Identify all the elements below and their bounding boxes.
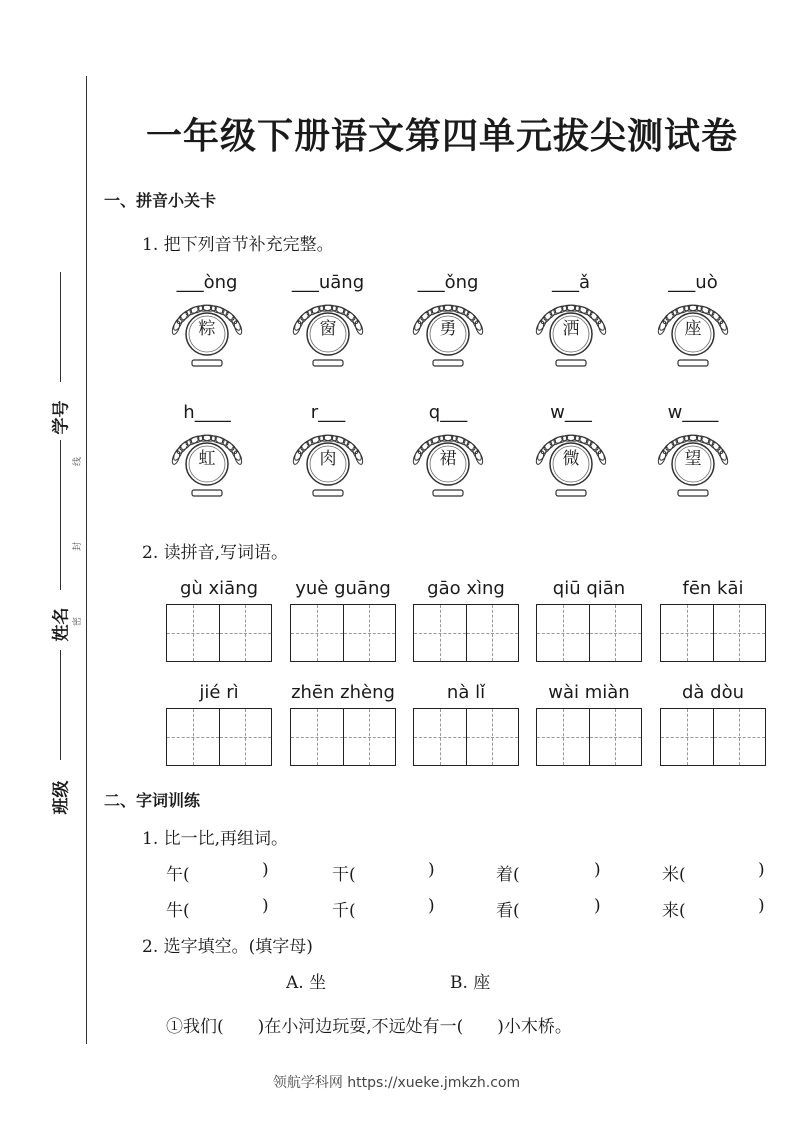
pinyin-blank[interactable]: ___òng: [176, 272, 238, 293]
wreath-item: [283, 402, 373, 502]
tianzige-box[interactable]: [537, 709, 590, 765]
option-b: B. 座: [450, 973, 491, 993]
wreath-item: [283, 272, 373, 372]
tianzige-box[interactable]: [537, 605, 590, 661]
tianzige-boxes[interactable]: [413, 708, 519, 766]
word-grid: [413, 682, 519, 772]
compare-row-1: [166, 860, 766, 884]
tianzige-boxes[interactable]: [660, 604, 766, 662]
word-pinyin: qiū qiān: [552, 578, 626, 599]
pinyin-blank[interactable]: q___: [428, 402, 468, 423]
compare-answer-close[interactable]: ): [758, 896, 765, 916]
tianzige-box[interactable]: [661, 709, 714, 765]
compare-char: 着(: [496, 865, 520, 885]
compare-char: 干(: [332, 865, 356, 885]
student-id-label: 学号: [51, 400, 72, 435]
wreath-item: [403, 402, 493, 502]
word-pinyin: gāo xìng: [427, 578, 505, 599]
class-label: 班级: [51, 780, 72, 815]
wreath-hanzi: 肉: [319, 449, 337, 469]
word-grid: [660, 682, 766, 772]
word-pinyin: fēn kāi: [682, 578, 744, 599]
pinyin-blank[interactable]: ___ǎ: [551, 272, 591, 293]
tianzige-boxes[interactable]: [536, 708, 642, 766]
word-grid: [166, 578, 272, 668]
wreath-hanzi: 微: [562, 449, 580, 469]
section2-q1: 1. 比一比,再组词。: [142, 829, 289, 849]
tianzige-boxes[interactable]: [290, 708, 396, 766]
pinyin-blank[interactable]: ___uò: [668, 272, 718, 293]
wreath-item: [162, 402, 252, 502]
tianzige-box[interactable]: [344, 709, 396, 765]
wreath-item: [648, 402, 738, 502]
tianzige-box[interactable]: [590, 709, 642, 765]
wreath-hanzi: 裙: [439, 449, 457, 469]
tianzige-box[interactable]: [220, 709, 272, 765]
tianzige-box[interactable]: [590, 605, 642, 661]
compare-answer-close[interactable]: ): [594, 860, 601, 880]
word-grid: [290, 682, 396, 772]
compare-answer-close[interactable]: ): [428, 896, 435, 916]
name-blank[interactable]: [60, 440, 61, 590]
tianzige-box[interactable]: [414, 605, 467, 661]
tianzige-boxes[interactable]: [290, 604, 396, 662]
option-a: A. 坐: [286, 973, 327, 993]
compare-char: 米(: [662, 865, 686, 885]
cut-mark-seal: 封: [73, 541, 84, 552]
pinyin-blank[interactable]: ___uāng: [291, 272, 365, 293]
compare-answer-close[interactable]: ): [428, 860, 435, 880]
page-title: 一年级下册语文第四单元拔尖测试卷: [146, 115, 739, 157]
compare-row-2: [166, 896, 766, 920]
word-pinyin: nà lǐ: [446, 682, 486, 703]
word-grid: [166, 682, 272, 772]
wreath-hanzi: 勇: [439, 319, 457, 339]
compare-answer-close[interactable]: ): [594, 896, 601, 916]
binding-line: [86, 76, 87, 1044]
wreath-item: [403, 272, 493, 372]
name-label: 姓名: [51, 607, 72, 642]
tianzige-box[interactable]: [291, 709, 344, 765]
wreath-item: [648, 272, 738, 372]
section2-q2: 2. 选字填空。(填字母): [142, 937, 313, 957]
word-pinyin: jié rì: [199, 682, 239, 703]
compare-char: 来(: [662, 901, 686, 921]
word-grid: [660, 578, 766, 668]
wreath-hanzi: 窗: [319, 319, 337, 339]
wreath-hanzi: 粽: [198, 319, 216, 339]
word-grid: [536, 578, 642, 668]
wreath-item: [526, 402, 616, 502]
tianzige-box[interactable]: [167, 709, 220, 765]
fill-sentence-1: ①我们( )在小河边玩耍,不远处有一( )小木桥。: [166, 1017, 572, 1037]
word-pinyin: dà dòu: [681, 682, 745, 703]
tianzige-box[interactable]: [467, 709, 519, 765]
compare-char: 牛(: [166, 901, 190, 921]
tianzige-box[interactable]: [714, 709, 766, 765]
pinyin-blank[interactable]: w___: [550, 402, 592, 423]
pinyin-blank[interactable]: h____: [183, 402, 231, 423]
word-grid: [413, 578, 519, 668]
pinyin-blank[interactable]: w____: [667, 402, 719, 423]
compare-char: 看(: [496, 901, 520, 921]
tianzige-boxes[interactable]: [166, 604, 272, 662]
pinyin-blank[interactable]: r___: [310, 402, 346, 423]
compare-char: 千(: [332, 901, 356, 921]
wreath-item: [162, 272, 252, 372]
section1-q1: 1. 把下列音节补充完整。: [142, 235, 334, 255]
word-pinyin: gù xiāng: [179, 578, 259, 599]
compare-answer-close[interactable]: ): [262, 896, 269, 916]
cut-mark-secret: 密: [73, 616, 84, 627]
compare-char: 午(: [166, 865, 190, 885]
word-grid: [290, 578, 396, 668]
tianzige-box[interactable]: [167, 605, 220, 661]
word-pinyin: yuè guāng: [295, 578, 391, 599]
compare-answer-close[interactable]: ): [758, 860, 765, 880]
section1-heading: 一、拼音小关卡: [104, 191, 217, 210]
tianzige-box[interactable]: [714, 605, 766, 661]
wreath-hanzi: 洒: [562, 319, 580, 339]
word-pinyin: wài miàn: [548, 682, 630, 703]
tianzige-boxes[interactable]: [166, 708, 272, 766]
word-grid: [536, 682, 642, 772]
wreath-hanzi: 座: [684, 319, 702, 339]
wreath-hanzi: 虹: [198, 449, 216, 469]
compare-answer-close[interactable]: ): [262, 860, 269, 880]
cut-mark-line: 线: [73, 456, 84, 467]
footer-watermark: 领航学科网 https://xueke.jmkzh.com: [272, 1075, 521, 1091]
tianzige-box[interactable]: [291, 605, 344, 661]
word-pinyin: zhēn zhèng: [291, 682, 395, 703]
tianzige-box[interactable]: [467, 605, 519, 661]
section1-q2: 2. 读拼音,写词语。: [142, 543, 289, 563]
student-id-blank[interactable]: [60, 272, 61, 382]
tianzige-boxes[interactable]: [660, 708, 766, 766]
tianzige-box[interactable]: [344, 605, 396, 661]
tianzige-boxes[interactable]: [536, 604, 642, 662]
wreath-hanzi: 望: [684, 449, 702, 469]
class-blank[interactable]: [60, 650, 61, 760]
tianzige-boxes[interactable]: [413, 604, 519, 662]
section2-heading: 二、字词训练: [104, 791, 201, 810]
tianzige-box[interactable]: [414, 709, 467, 765]
tianzige-box[interactable]: [220, 605, 272, 661]
tianzige-box[interactable]: [661, 605, 714, 661]
pinyin-blank[interactable]: ___ǒng: [417, 272, 479, 293]
wreath-item: [526, 272, 616, 372]
